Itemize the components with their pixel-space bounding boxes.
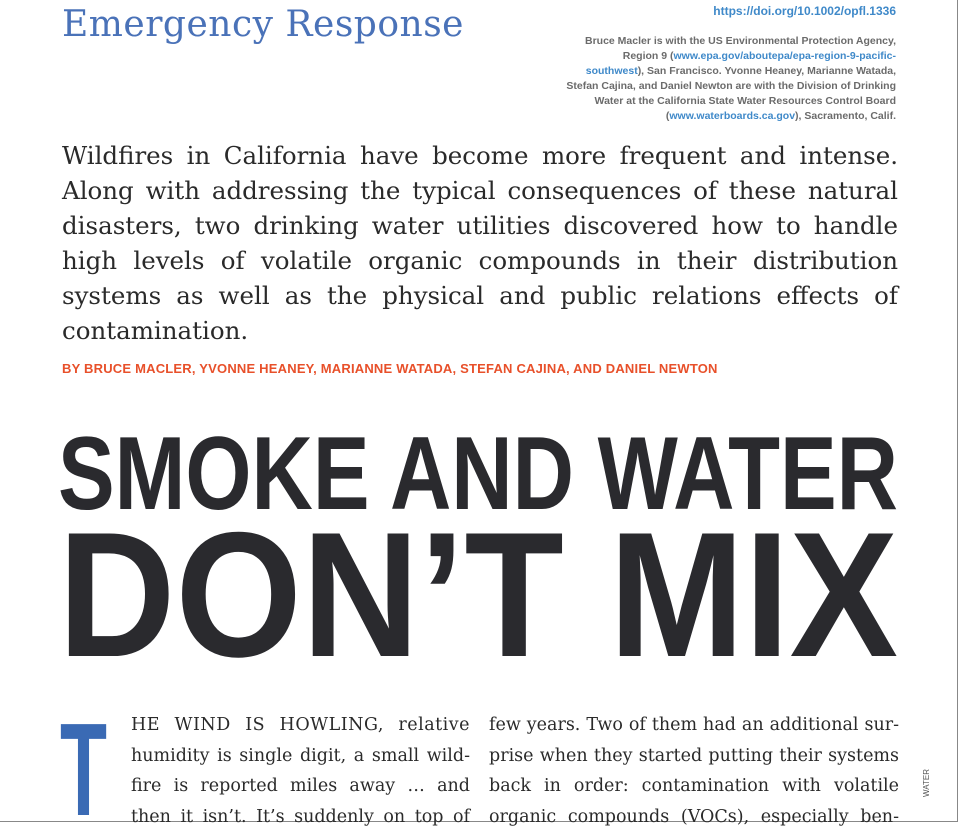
body-column-2 xyxy=(489,710,899,832)
epa-link[interactable]: www.epa.gov/aboutepa/epa-region-9-pacific-southwest xyxy=(586,50,896,77)
article-deck: Wildfires in California have become more frequent and intense. Along with addressing the typical consequences of these natural disasters, two drinking water utilities discovered how to handle high levels of volatile organic compounds in their distribution systems as well as the physical and public relations effects of contamination. xyxy=(62,138,898,348)
body-line: fire is reported miles away … and xyxy=(131,771,470,802)
body-line: organic compounds (VOCs), especially ben- xyxy=(489,802,899,832)
body-line: prise when they started putting their systems xyxy=(489,741,899,772)
author-affiliation xyxy=(566,34,896,124)
headline-line-1: SMOKE AND WATER xyxy=(58,416,898,532)
headline-line-2: DON’T MIX xyxy=(58,495,898,694)
body-line: HE WIND IS HOWLING, relative xyxy=(131,710,470,741)
body-line: back in order: contamination with volatile xyxy=(489,771,899,802)
byline: BY BRUCE MACLER, YVONNE HEANEY, MARIANNE WATADA, STEFAN CAJINA, AND DANIEL NEWTON xyxy=(62,361,718,376)
headline-line-2-wrap xyxy=(58,516,903,666)
drop-cap-letter: T xyxy=(60,696,107,832)
drop-cap-svg xyxy=(60,717,108,817)
affiliation-text: ), Sacramento, Calif. xyxy=(795,110,896,122)
waterboards-link[interactable]: www.waterboards.ca.gov xyxy=(669,110,795,122)
side-label: WATER xyxy=(922,769,931,797)
headline-line-2-svg xyxy=(58,516,903,666)
body-line: humidity is single digit, a small wild- xyxy=(131,741,470,772)
affiliation-text: Bruce Macler is with the US Environmental Protection Agency, Region 9 ( xyxy=(585,35,896,62)
body-line: then it isn’t. It’s suddenly on top of xyxy=(131,802,470,832)
doi-link[interactable]: https://doi.org/10.1002/opfl.1336 xyxy=(713,4,896,18)
affiliation-text: ), San Francisco. Yvonne Heaney, Marianne Watada, Stefan Cajina, and Daniel Newton are with the Division of Drinking Water at the California State Water Resources Control Board ( xyxy=(566,65,896,122)
drop-cap xyxy=(60,717,108,817)
body-line: few years. Two of them had an additional sur- xyxy=(489,710,899,741)
body-column-1 xyxy=(131,710,470,832)
section-title: Emergency Response xyxy=(62,4,464,45)
